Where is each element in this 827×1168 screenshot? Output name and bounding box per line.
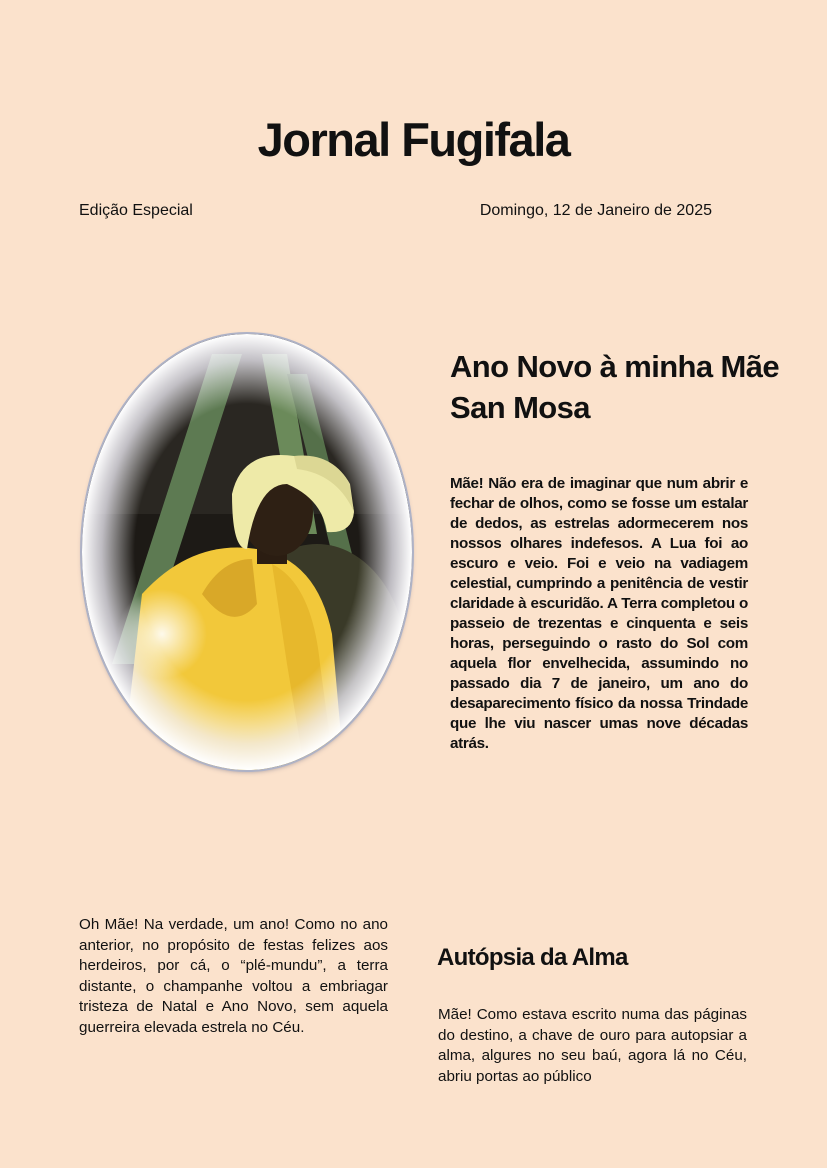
second-headline: Autópsia da Alma (437, 944, 628, 971)
main-headline: Ano Novo à minha Mãe San Mosa (450, 349, 780, 425)
masthead-title: Jornal Fugifala (257, 113, 570, 166)
second-body-paragraph: Mãe! Como estava escrito numa das páginas do destino, a chave de ouro para autopsiar a alma, algures no seu baú, agora lá no Céu, abriu portas ao público (438, 1006, 747, 1085)
main-continuation-paragraph: Oh Mãe! Na verdade, um ano! Como no ano anterior, no propósito de festas felizes aos herdeiros, por cá, o “plé-mundu”, a terra distante, o champanhe voltou a embriagar tristeza de Natal e Ano Novo, sem aquela guerreira elevada estrela no Céu. (79, 916, 388, 1036)
main-lead-paragraph: Mãe! Não era de imaginar que num abrir e fechar de olhos, como se fosse um estalar de dedos, as estrelas adormecerem nos nossos olhares indefesos. A Lua foi ao escuro e veio. Foi e veio na vadiagem celestial, cumprindo a penitência de vestir claridade à escuridão. A Terra completou o passeio de trezentas e cinquenta e seis horas, perseguindo o rasto do Sol com aquela flor envelhecida, assumindo no passado dia 7 de janeiro, um ano do desaparecimento físico da nossa Trindade que lhe viu nascer umas nove décadas atrás. (450, 475, 748, 752)
issue-date: Domingo, 12 de Janeiro de 2025 (479, 202, 712, 219)
portrait-photo (82, 334, 412, 770)
edition-label: Edição Especial (79, 202, 193, 219)
